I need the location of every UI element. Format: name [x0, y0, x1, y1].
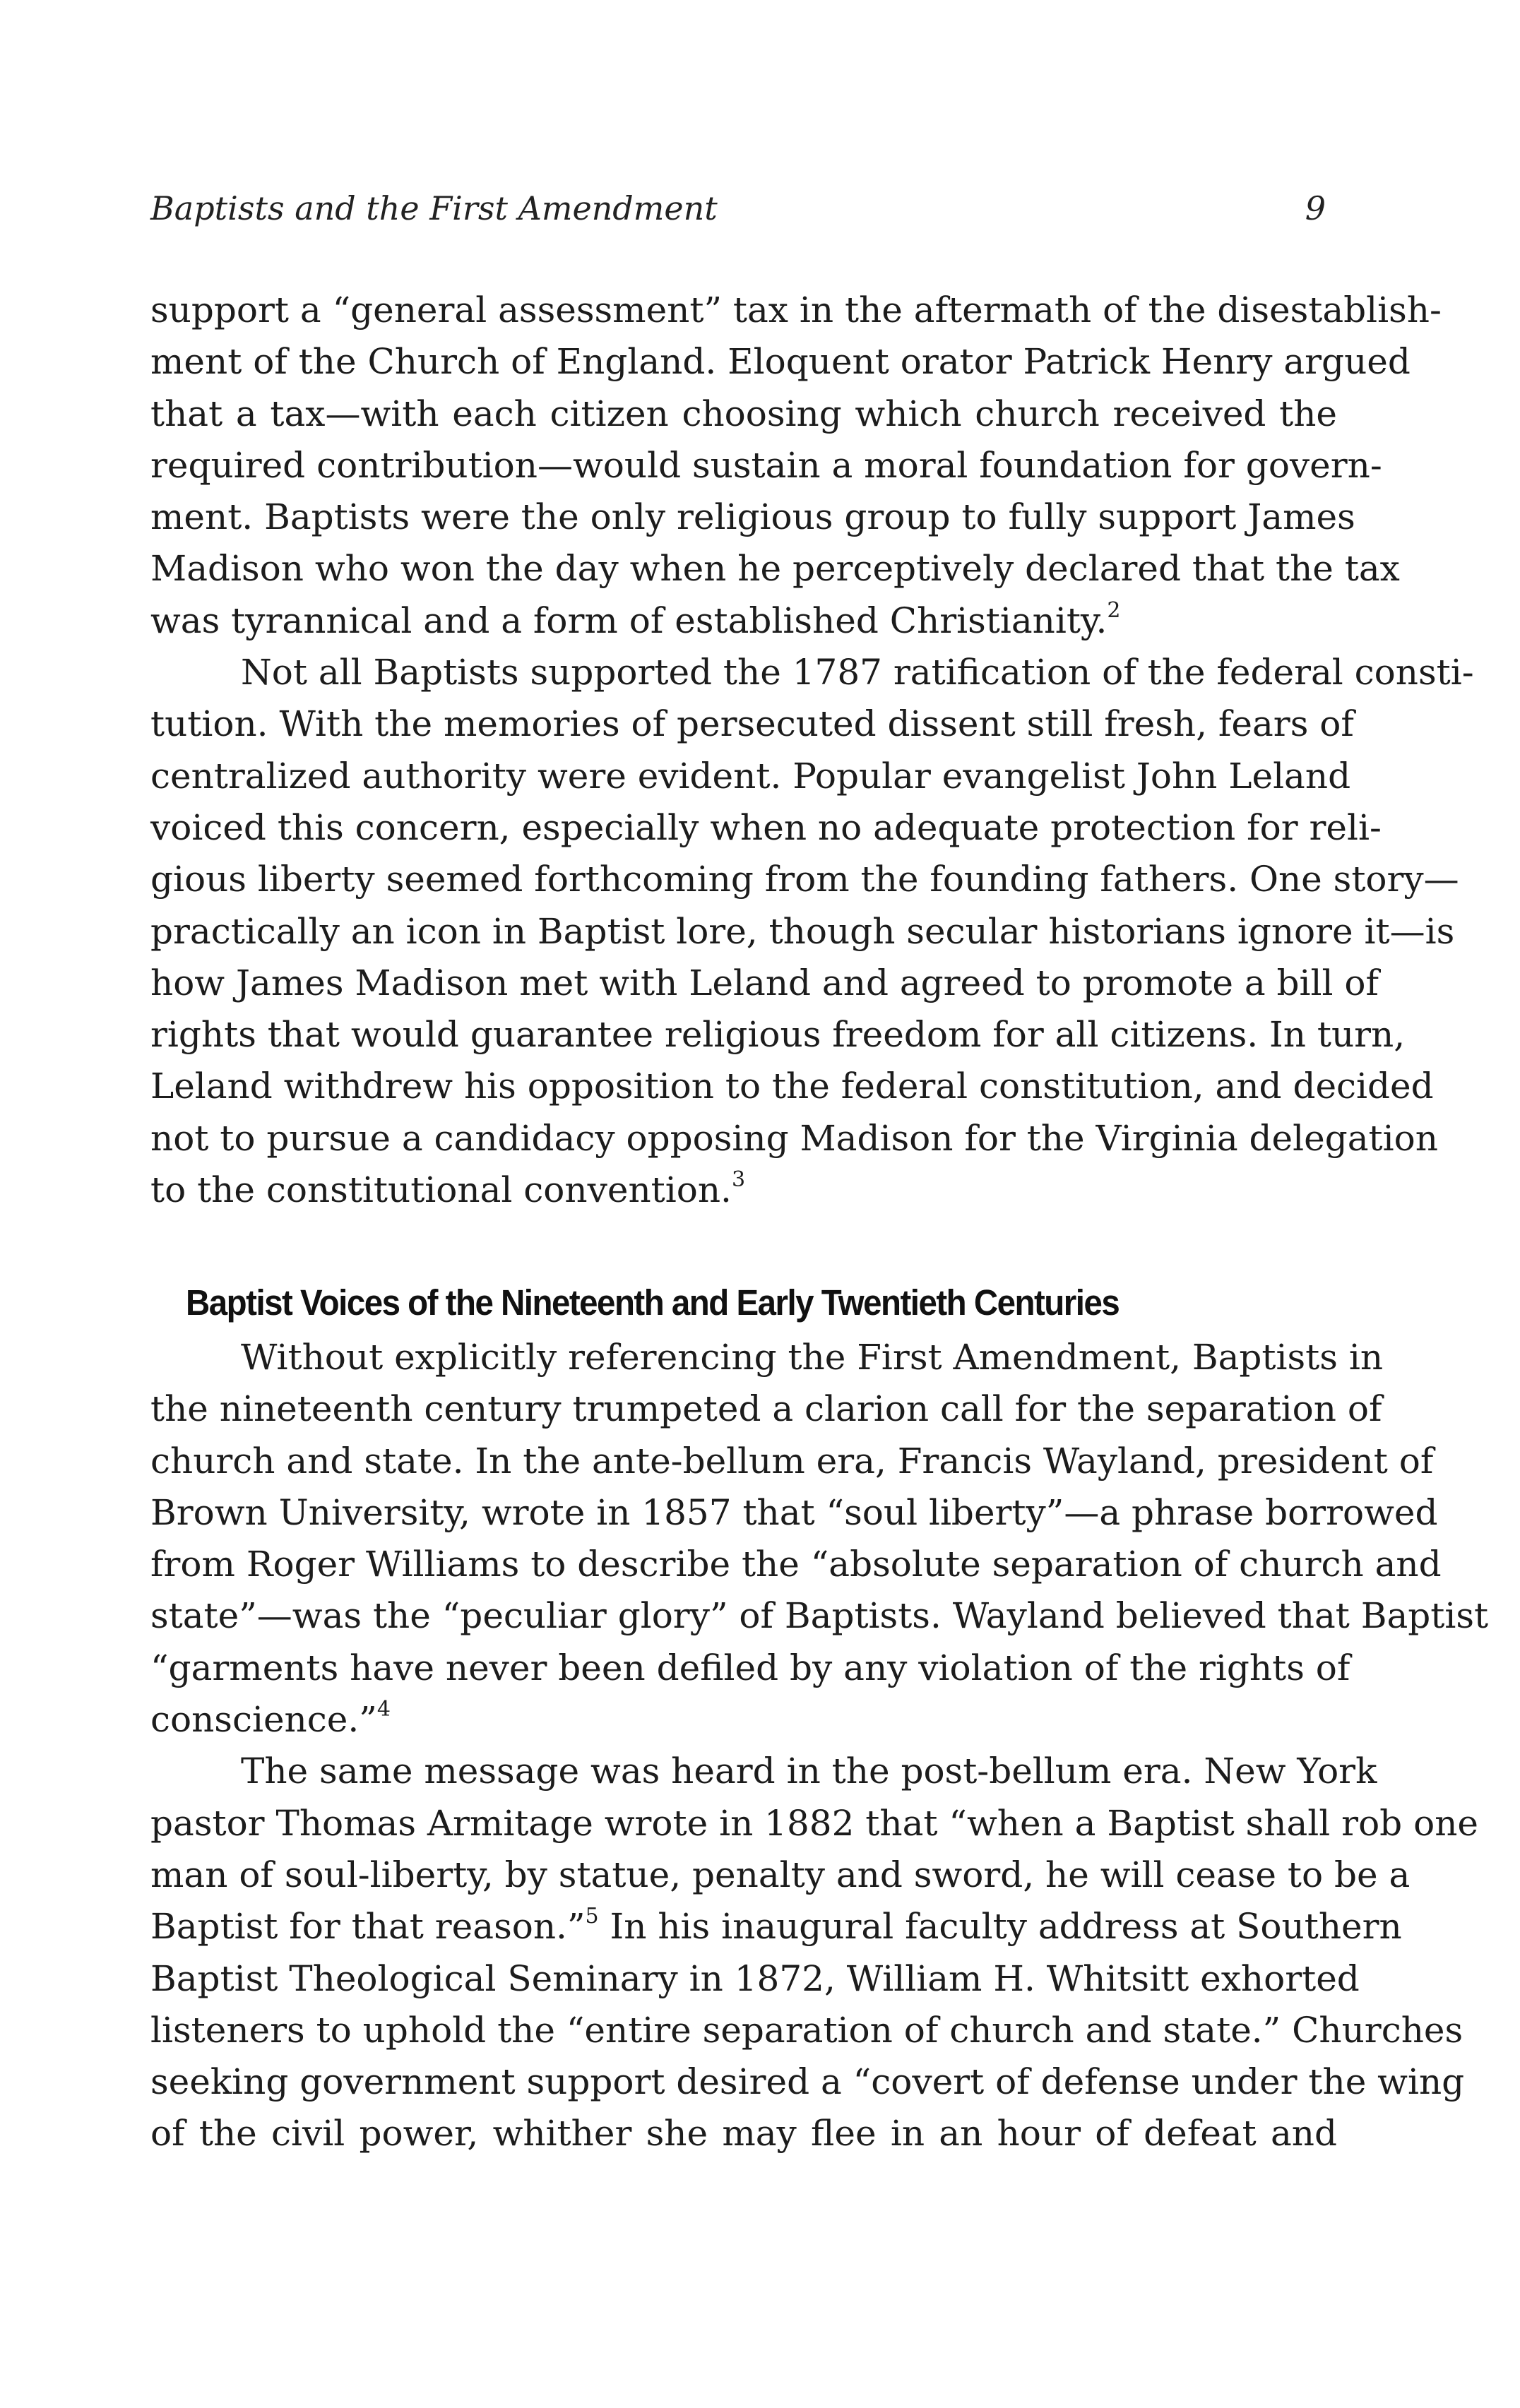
text-line — [150, 1694, 1337, 1746]
text-line — [150, 1643, 1350, 1694]
text-line — [150, 1332, 1384, 1383]
line-text: from Roger Williams to describe the “absolute separation of church and — [150, 1544, 1442, 1585]
line-text: not to pursue a candidacy opposing Madison for the Virginia delegation — [150, 1117, 1438, 1159]
text-line — [150, 1953, 1360, 2005]
line-text: to the constitutional convention. — [150, 1169, 732, 1211]
text-line — [150, 958, 1379, 1009]
line-text: pastor Thomas Armitage wrote in 1882 that “when a Baptist shall rob one — [150, 1802, 1478, 1844]
text-line — [150, 1383, 1382, 1435]
line-text: how James Madison met with Leland and agreed to promote a bill of — [150, 962, 1379, 1003]
text-line — [150, 285, 1442, 336]
line-text: seeking government support desired a “covert of defense under the wing — [150, 2061, 1465, 2103]
text-line — [150, 1487, 1438, 1539]
line-text: gious liberty seemed forthcoming from the founding fathers. One story— — [150, 859, 1459, 900]
footnote-marker: 3 — [731, 1167, 746, 1193]
line-text: practically an icon in Baptist lore, though secular historians ignore it—is — [150, 910, 1455, 952]
text-line — [150, 698, 1354, 750]
footnote-marker: 5 — [585, 1904, 599, 1929]
text-line — [150, 543, 1400, 595]
line-text: conscience.” — [150, 1699, 377, 1741]
text-line — [150, 440, 1382, 491]
line-text: Baptist Theological Seminary in 1872, William H. Whitsitt exhorted — [150, 1957, 1360, 1999]
line-text: that a tax—with each citizen choosing which church received the — [150, 393, 1337, 434]
text-line — [150, 647, 1474, 698]
line-text: voiced this concern, especially when no adequate protection for reli- — [150, 806, 1382, 848]
text-line — [150, 2056, 1465, 2108]
line-text: was tyrannical and a form of established Christianity. — [150, 600, 1108, 641]
text-line — [150, 1849, 1411, 1901]
line-text-continued: In his inaugural faculty address at Southern — [598, 1906, 1402, 1948]
running-head — [150, 189, 1337, 239]
line-text: Leland withdrew his opposition to the federal constitution, and decided — [150, 1066, 1434, 1107]
line-text: listeners to uphold the “entire separation of church and state.” Churches — [150, 2009, 1463, 2051]
text-line — [150, 2005, 1463, 2056]
line-text: support a “general assessment” tax in the aftermath of the disestablish- — [150, 290, 1442, 330]
text-line — [150, 491, 1355, 543]
text-line — [150, 1746, 1377, 1797]
section-heading: Baptist Voices of the Nineteenth and Early Twentieth Centuries — [186, 1282, 1120, 1323]
text-line — [150, 751, 1351, 802]
text-line — [150, 1590, 1489, 1642]
text-line — [150, 1798, 1478, 1849]
line-text: ment. Baptists were the only religious group to fully support James — [150, 496, 1355, 538]
line-text: The same message was heard in the post-bellum era. New York — [241, 1751, 1377, 1792]
line-text: of the civil power, whither she may flee in an hour of defeat and — [150, 2113, 1337, 2154]
text-line — [150, 1436, 1434, 1487]
text-line — [150, 854, 1459, 905]
text-line — [150, 1539, 1442, 1590]
line-text: Madison who won the day when he perceptively declared that the tax — [150, 548, 1400, 590]
line-text: state”—was the “peculiar glory” of Baptists. Wayland believed that Baptist — [150, 1595, 1489, 1637]
text-line — [150, 1009, 1406, 1061]
line-text: Brown University, wrote in 1857 that “soul liberty”—a phrase borrowed — [150, 1491, 1438, 1533]
page-number: 9 — [1305, 189, 1326, 227]
text-line — [150, 906, 1455, 958]
line-text: church and state. In the ante-bellum era, Francis Wayland, president of — [150, 1440, 1434, 1482]
text-line — [150, 1061, 1434, 1112]
body-text-section-1 — [150, 285, 1474, 1216]
line-text: ment of the Church of England. Eloquent orator Patrick Henry argued — [150, 341, 1411, 383]
footnote-marker: 2 — [1107, 597, 1121, 623]
line-text: the nineteenth century trumpeted a clarion call for the separation of — [150, 1388, 1382, 1430]
text-line — [150, 1164, 1337, 1216]
line-text: “garments have never been defiled by any violation of the rights of — [150, 1647, 1350, 1688]
line-text: Baptist for that reason.” — [150, 1906, 586, 1948]
line-text: Without explicitly referencing the First Amendment, Baptists in — [241, 1337, 1384, 1378]
line-text: Not all Baptists supported the 1787 ratification of the federal consti- — [241, 652, 1474, 693]
text-line — [150, 336, 1411, 388]
text-line — [150, 802, 1382, 854]
text-line — [150, 388, 1337, 440]
line-text: man of soul-liberty, by statue, penalty and sword, he will cease to be a — [150, 1854, 1411, 1895]
text-line — [150, 595, 1337, 647]
body-text-section-2 — [150, 1332, 1489, 2160]
text-line — [150, 1901, 1402, 1953]
running-title: Baptists and the First Amendment — [150, 189, 718, 227]
text-line — [150, 2108, 1337, 2159]
line-text: centralized authority were evident. Popular evangelist John Leland — [150, 755, 1351, 797]
line-text: rights that would guarantee religious freedom for all citizens. In turn, — [150, 1014, 1406, 1056]
footnote-marker: 4 — [376, 1697, 391, 1722]
line-text: tution. With the memories of persecuted dissent still fresh, fears of — [150, 703, 1354, 745]
line-text: required contribution—would sustain a moral foundation for govern- — [150, 444, 1382, 486]
text-line — [150, 1113, 1438, 1164]
